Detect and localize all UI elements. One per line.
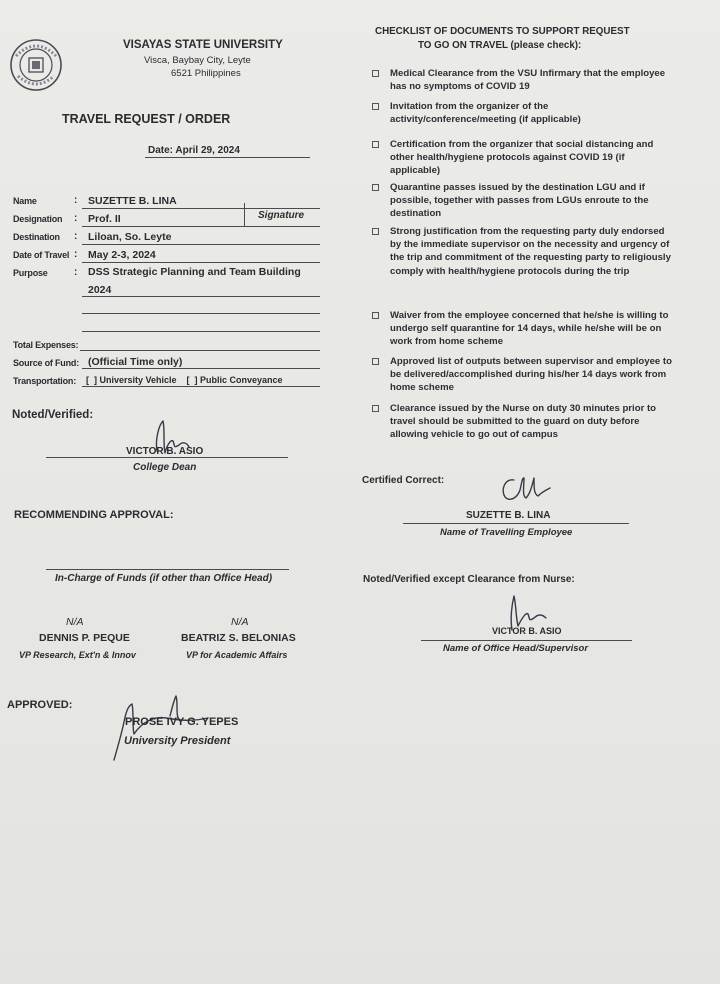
name-label: Name — [13, 196, 37, 206]
purpose-underline-1 — [82, 296, 320, 297]
checklist-item: Certification from the organizer that social distancing and other health/hygiene protocols against COVID 19 (if applicable) — [372, 138, 672, 178]
vp-academic-status: N/A — [231, 616, 249, 628]
purpose-value-line1: DSS Strategic Planning and Team Building — [88, 266, 301, 278]
checklist-item: Clearance issued by the Nurse on duty 30 minutes prior to travel should be submitted to the guard on duty before allowing vehicle to go out of campus — [372, 402, 672, 442]
date-underline — [145, 157, 310, 158]
vp-research-title: VP Research, Ext'n & Innov — [19, 650, 136, 660]
noted-except-label: Noted/Verified except Clearance from Nurse: — [363, 574, 575, 585]
form-title: TRAVEL REQUEST / ORDER — [62, 112, 231, 126]
checkbox[interactable] — [372, 405, 379, 412]
address-line-1: Visca, Baybay City, Leyte — [144, 55, 251, 66]
purpose-colon: : — [74, 267, 78, 278]
university-seal-icon — [8, 36, 64, 94]
purpose-underline-3 — [82, 331, 320, 332]
checkbox[interactable] — [372, 358, 379, 365]
transportation-label: Transportation: — [13, 376, 77, 386]
destination-label: Destination — [13, 232, 60, 242]
checklist-item: Strong justification from the requesting party duly endorsed by the immediate supervisor on the necessity and urgency of the trip and commitment of the requesting party to religiously comply with health/hygiene protocols during the trip — [372, 225, 672, 278]
vp-academic-name: BEATRIZ S. BELONIAS — [181, 632, 296, 644]
in-charge-underline — [46, 569, 289, 570]
vp-research-status: N/A — [66, 616, 84, 628]
name-colon: : — [74, 195, 78, 206]
signature-box — [244, 203, 245, 226]
employee-name: SUZETTE B. LINA — [466, 510, 551, 521]
dean-title: College Dean — [133, 462, 197, 473]
purpose-label: Purpose — [13, 268, 48, 278]
transportation-underline — [82, 386, 320, 387]
destination-underline — [82, 244, 320, 245]
employee-caption: Name of Travelling Employee — [440, 527, 573, 538]
source-of-fund-value: (Official Time only) — [88, 356, 183, 368]
checklist-title-line2: TO GO ON TRAVEL (please check): — [418, 40, 582, 51]
checkbox[interactable] — [372, 228, 379, 235]
name-value: SUZETTE B. LINA — [88, 195, 177, 207]
noted-verified-label: Noted/Verified: — [12, 409, 94, 421]
supervisor-caption: Name of Office Head/Supervisor — [443, 643, 589, 654]
address-line-2: 6521 Philippines — [171, 68, 241, 79]
checkbox[interactable] — [372, 184, 379, 191]
checkbox[interactable] — [372, 141, 379, 148]
designation-label: Designation — [13, 214, 63, 224]
checklist-item: Invitation from the organizer of the activity/conference/meeting (if applicable) — [372, 100, 672, 126]
recommending-approval-label: RECOMMENDING APPROVAL: — [14, 509, 174, 521]
purpose-value-line2: 2024 — [88, 284, 112, 296]
certified-label: Certified Correct: — [362, 475, 445, 486]
destination-value: Liloan, So. Leyte — [88, 231, 172, 243]
purpose-underline-2 — [82, 313, 320, 314]
total-expenses-label: Total Expenses: — [13, 340, 79, 350]
date-of-travel-label: Date of Travel — [13, 250, 70, 260]
checklist-item: Quarantine passes issued by the destination LGU and if possible, together with passes from LGUs enroute to the destination — [372, 181, 672, 221]
source-of-fund-label: Source of Fund: — [13, 358, 79, 368]
checklist-item: Medical Clearance from the VSU Infirmary that the employee has no symptoms of COVID 19 — [372, 67, 672, 93]
president-title: University President — [124, 735, 231, 747]
supervisor-underline — [421, 640, 632, 641]
signature-caption: Signature — [258, 210, 305, 221]
form-date: Date: April 29, 2024 — [148, 145, 240, 156]
checklist-item: Approved list of outputs between supervisor and employee to be delivered/accomplished during his/her 14 days work from home scheme — [372, 355, 672, 395]
date-of-travel-colon: : — [74, 249, 78, 260]
vp-academic-title: VP for Academic Affairs — [186, 650, 288, 660]
university-name: VISAYAS STATE UNIVERSITY — [123, 39, 283, 51]
total-expenses-underline — [80, 350, 320, 351]
dean-name: VICTOR B. ASIO — [126, 446, 204, 457]
supervisor-name: VICTOR B. ASIO — [492, 626, 562, 636]
source-of-fund-underline — [82, 368, 320, 369]
checklist-title-line1: CHECKLIST OF DOCUMENTS TO SUPPORT REQUEST — [375, 26, 630, 37]
date-of-travel-value: May 2-3, 2024 — [88, 249, 156, 261]
name-underline — [82, 208, 320, 209]
approved-label: APPROVED: — [7, 699, 73, 711]
checkbox[interactable] — [372, 103, 379, 110]
checklist-item: Waiver from the employee concerned that he/she is willing to undergo self quarantine for 14 days, while he/she will be on work from home scheme — [372, 309, 672, 349]
in-charge-caption: In-Charge of Funds (if other than Office Head) — [55, 573, 273, 584]
checkbox[interactable] — [372, 312, 379, 319]
checkbox[interactable] — [372, 70, 379, 77]
dean-underline — [46, 457, 288, 458]
designation-value: Prof. II — [88, 213, 121, 225]
president-name: PROSE IVY G. YEPES — [125, 716, 239, 728]
employee-underline — [403, 523, 629, 524]
designation-colon: : — [74, 213, 78, 224]
transportation-value: [ ] University Vehicle [ ] Public Conveyance — [86, 375, 283, 385]
destination-colon: : — [74, 231, 78, 242]
employee-signature-icon — [492, 470, 552, 510]
vp-research-name: DENNIS P. PEQUE — [39, 632, 130, 644]
designation-underline — [82, 226, 320, 227]
date-of-travel-underline — [82, 262, 320, 263]
